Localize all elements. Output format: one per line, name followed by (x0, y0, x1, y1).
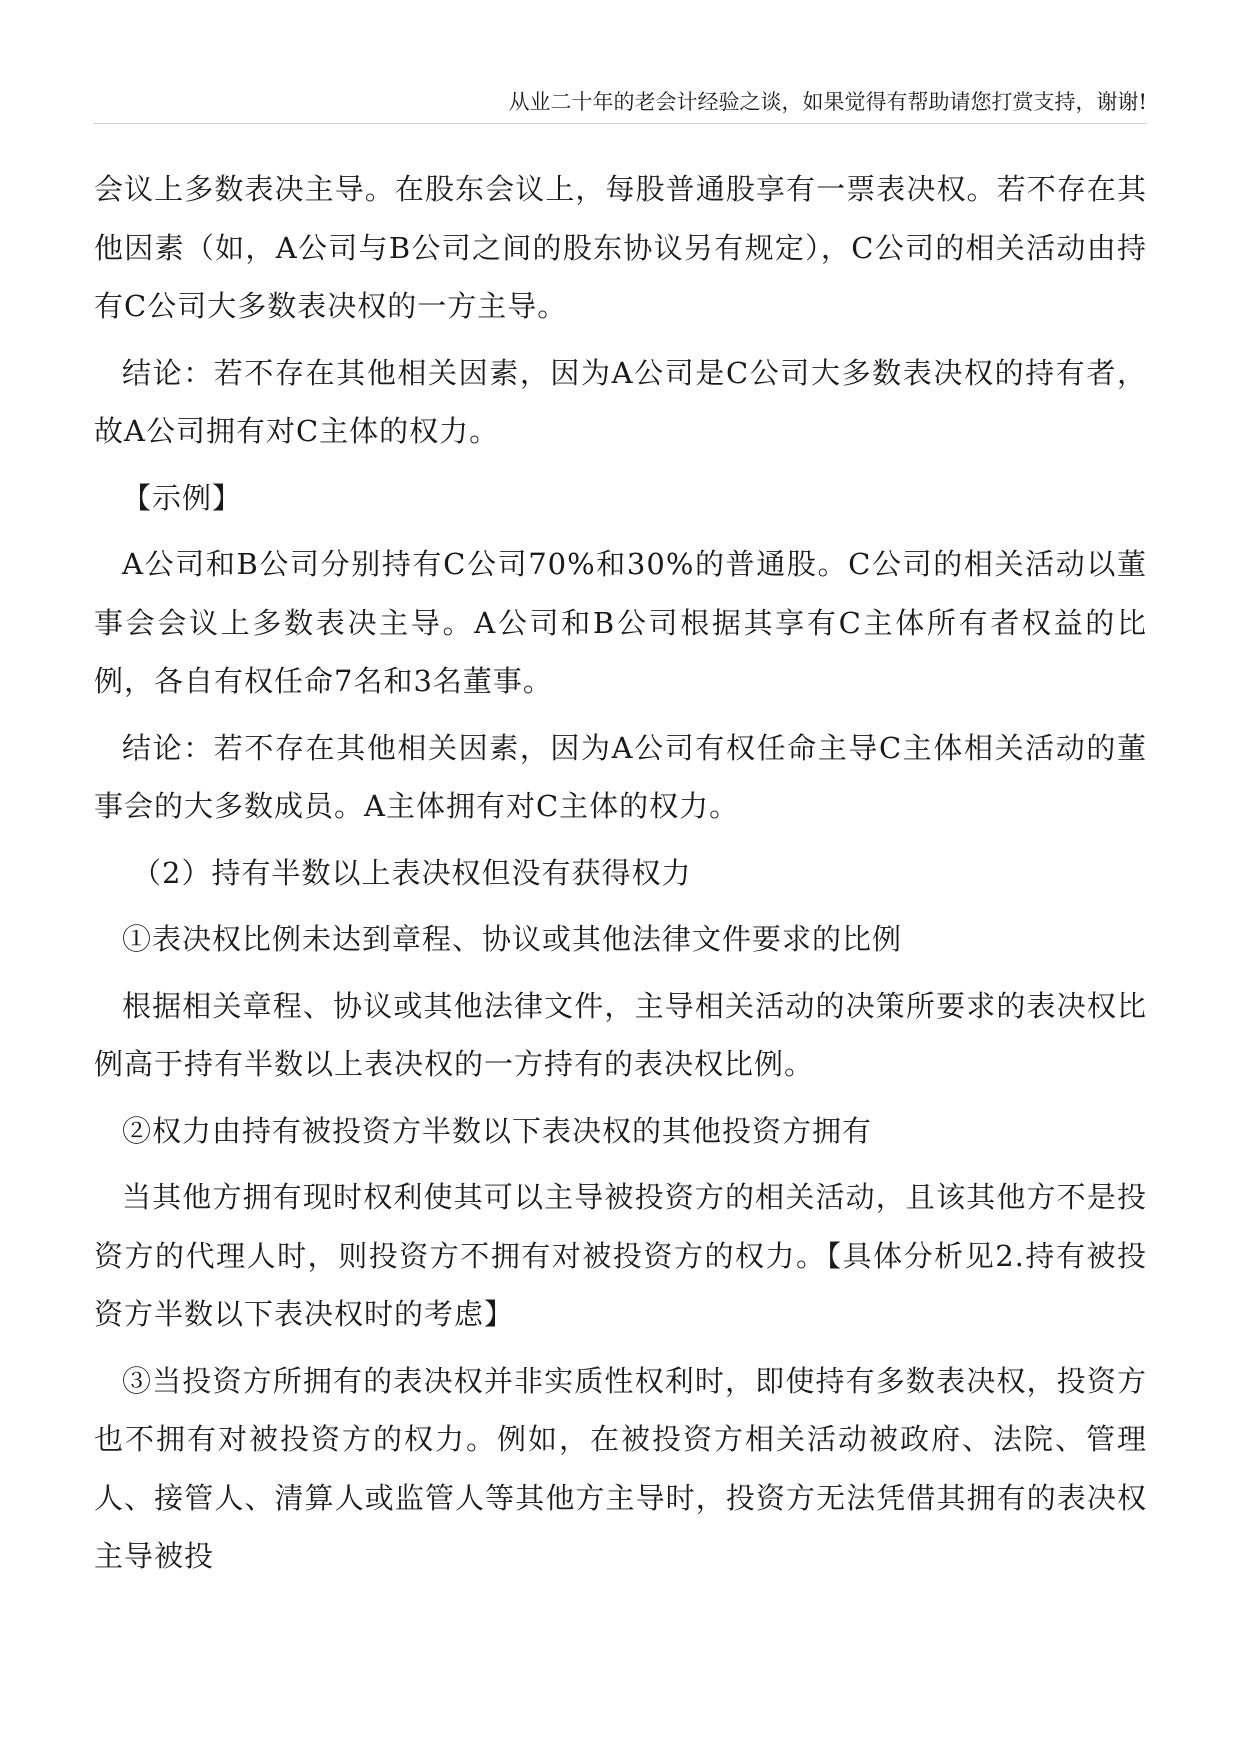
paragraph-subsection-2: 当其他方拥有现时权利使其可以主导被投资方的相关活动，且该其他方不是投资方的代理人时，则投资方不拥有对被投资方的权力。【具体分析见2.持有被投资方半数以下表决权时的考虑】 (94, 1180, 1147, 1331)
section-heading-2: （2）持有半数以上表决权但没有获得权力 (132, 855, 692, 890)
subsection-heading-2: ②权力由持有被投资方半数以下表决权的其他投资方拥有 (122, 1113, 873, 1148)
paragraph-subsection-3: ③当投资方所拥有的表决权并非实质性权利时，即使持有多数表决权，投资方也不拥有对被投资方的权力。例如，在被投资方相关活动被政府、法院、管理人、接管人、清算人或监管人等其他方主导时，投资方无法凭借其拥有的表决权主导被投 (94, 1363, 1147, 1573)
paragraph-conclusion-2: 结论：若不存在其他相关因素，因为A公司有权任命主导C主体相关活动的董事会的大多数成员。A主体拥有对C主体的权力。 (94, 730, 1147, 823)
paragraph-subsection-1: 根据相关章程、协议或其他法律文件，主导相关活动的决策所要求的表决权比例高于持有半数以上表决权的一方持有的表决权比例。 (94, 988, 1147, 1081)
subsection-heading-1: ①表决权比例未达到章程、协议或其他法律文件要求的比例 (122, 922, 903, 956)
body-text (94, 160, 1147, 1594)
header-divider (94, 123, 1147, 124)
header-note: 从业二十年的老会计经验之谈，如果觉得有帮助请您打赏支持，谢谢! (508, 90, 1147, 114)
paragraph-conclusion-1: 结论：若不存在其他相关因素，因为A公司是C公司大多数表决权的持有者，故A公司拥有对C主体的权力。 (94, 355, 1147, 448)
example-heading: 【示例】 (122, 480, 243, 515)
paragraph-example: A公司和B公司分别持有C公司70%和30%的普通股。C公司的相关活动以董事会会议上多数表决主导。A公司和B公司根据其享有C主体所有者权益的比例，各自有权任命7名和3名董事。 (94, 547, 1147, 698)
paragraph-1: 会议上多数表决主导。在股东会议上，每股普通股享有一票表决权。若不存在其他因素（如，A公司与B公司之间的股东协议另有规定），C公司的相关活动由持有C公司大多数表决权的一方主导。 (94, 172, 1147, 323)
